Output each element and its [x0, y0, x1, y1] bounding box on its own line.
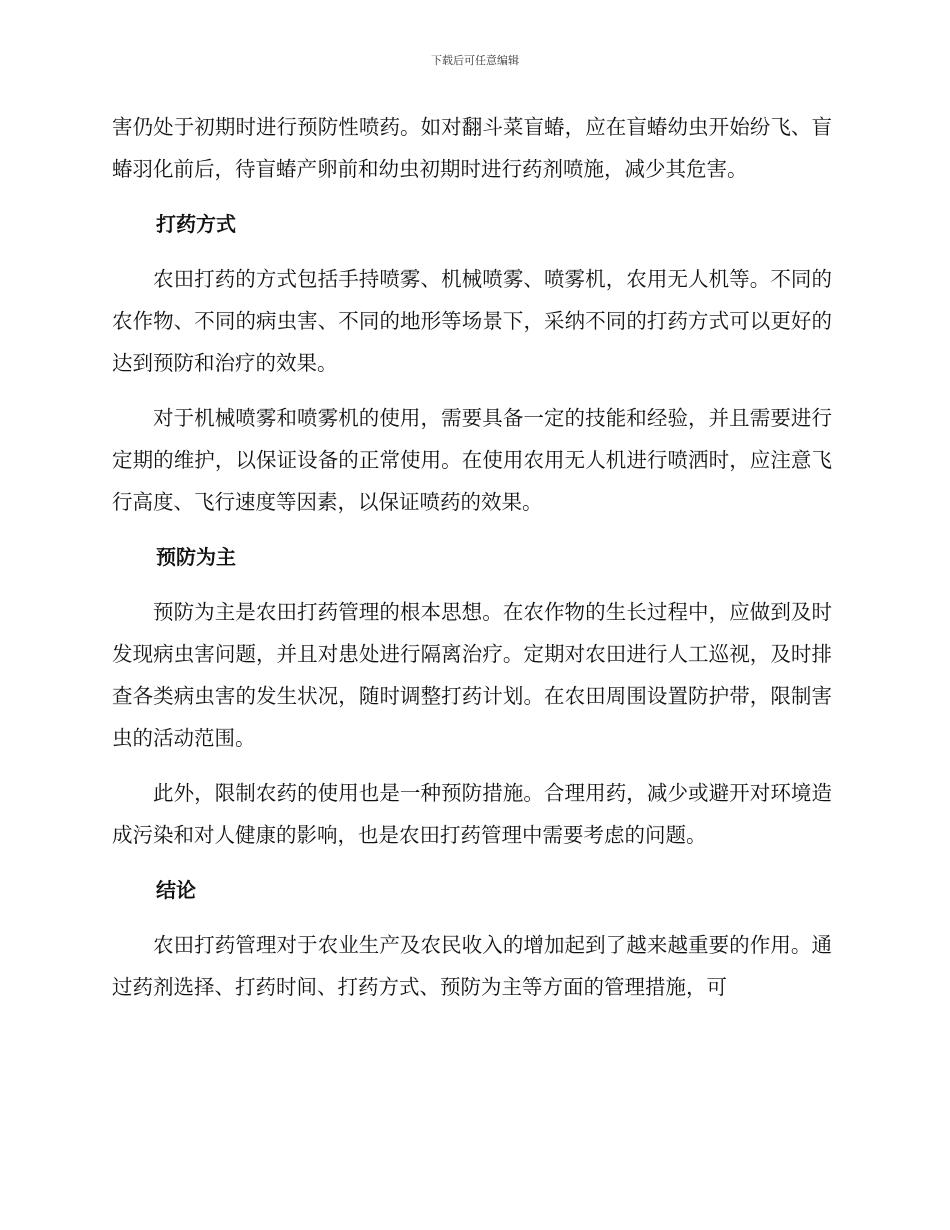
- section-heading-conclusion: 结论: [156, 878, 196, 902]
- page-header: 下载后可任意编辑: [431, 54, 519, 67]
- paragraph-equipment-usage: 对于机械喷雾和喷雾机的使用，需要具备一定的技能和经验，并且需要进行定期的维护，以保证设备的正常使用。在使用农用无人机进行喷洒时，应注意飞行高度、飞行速度等因素，以保证喷药的效果。: [112, 406, 832, 514]
- paragraph-spraying-methods: 农田打药的方式包括手持喷雾、机械喷雾、喷雾机，农用无人机等。不同的农作物、不同的病虫害、不同的地形等场景下，采纳不同的打药方式可以更好的达到预防和治疗的效果。: [112, 267, 832, 375]
- paragraph-continuation: 害仍处于初期时进行预防性喷药。如对翻斗菜盲蝽，应在盲蝽幼虫开始纷飞、盲蝽羽化前后，待盲蝽产卵前和幼虫初期时进行药剂喷施，减少其危害。: [112, 115, 832, 181]
- paragraph-conclusion: 农田打药管理对于农业生产及农民收入的增加起到了越来越重要的作用。通过药剂选择、打药时间、打药方式、预防为主等方面的管理措施，可: [112, 933, 832, 999]
- paragraph-prevention-principle: 预防为主是农田打药管理的根本思想。在农作物的生长过程中，应做到及时发现病虫害问题，并且对患处进行隔离治疗。定期对农田进行人工巡视，及时排查各类病虫害的发生状况，随时调整打药计划。在农田周围设置防护带，限制害虫的活动范围。: [112, 600, 832, 750]
- document-body: [112, 106, 832, 1021]
- paragraph-pesticide-limits: 此外，限制农药的使用也是一种预防措施。合理用药，减少或避开对环境造成污染和对人健康的影响，也是农田打药管理中需要考虑的问题。: [112, 781, 832, 847]
- section-heading-spraying-method: 打药方式: [156, 212, 236, 236]
- section-heading-prevention: 预防为主: [156, 545, 236, 569]
